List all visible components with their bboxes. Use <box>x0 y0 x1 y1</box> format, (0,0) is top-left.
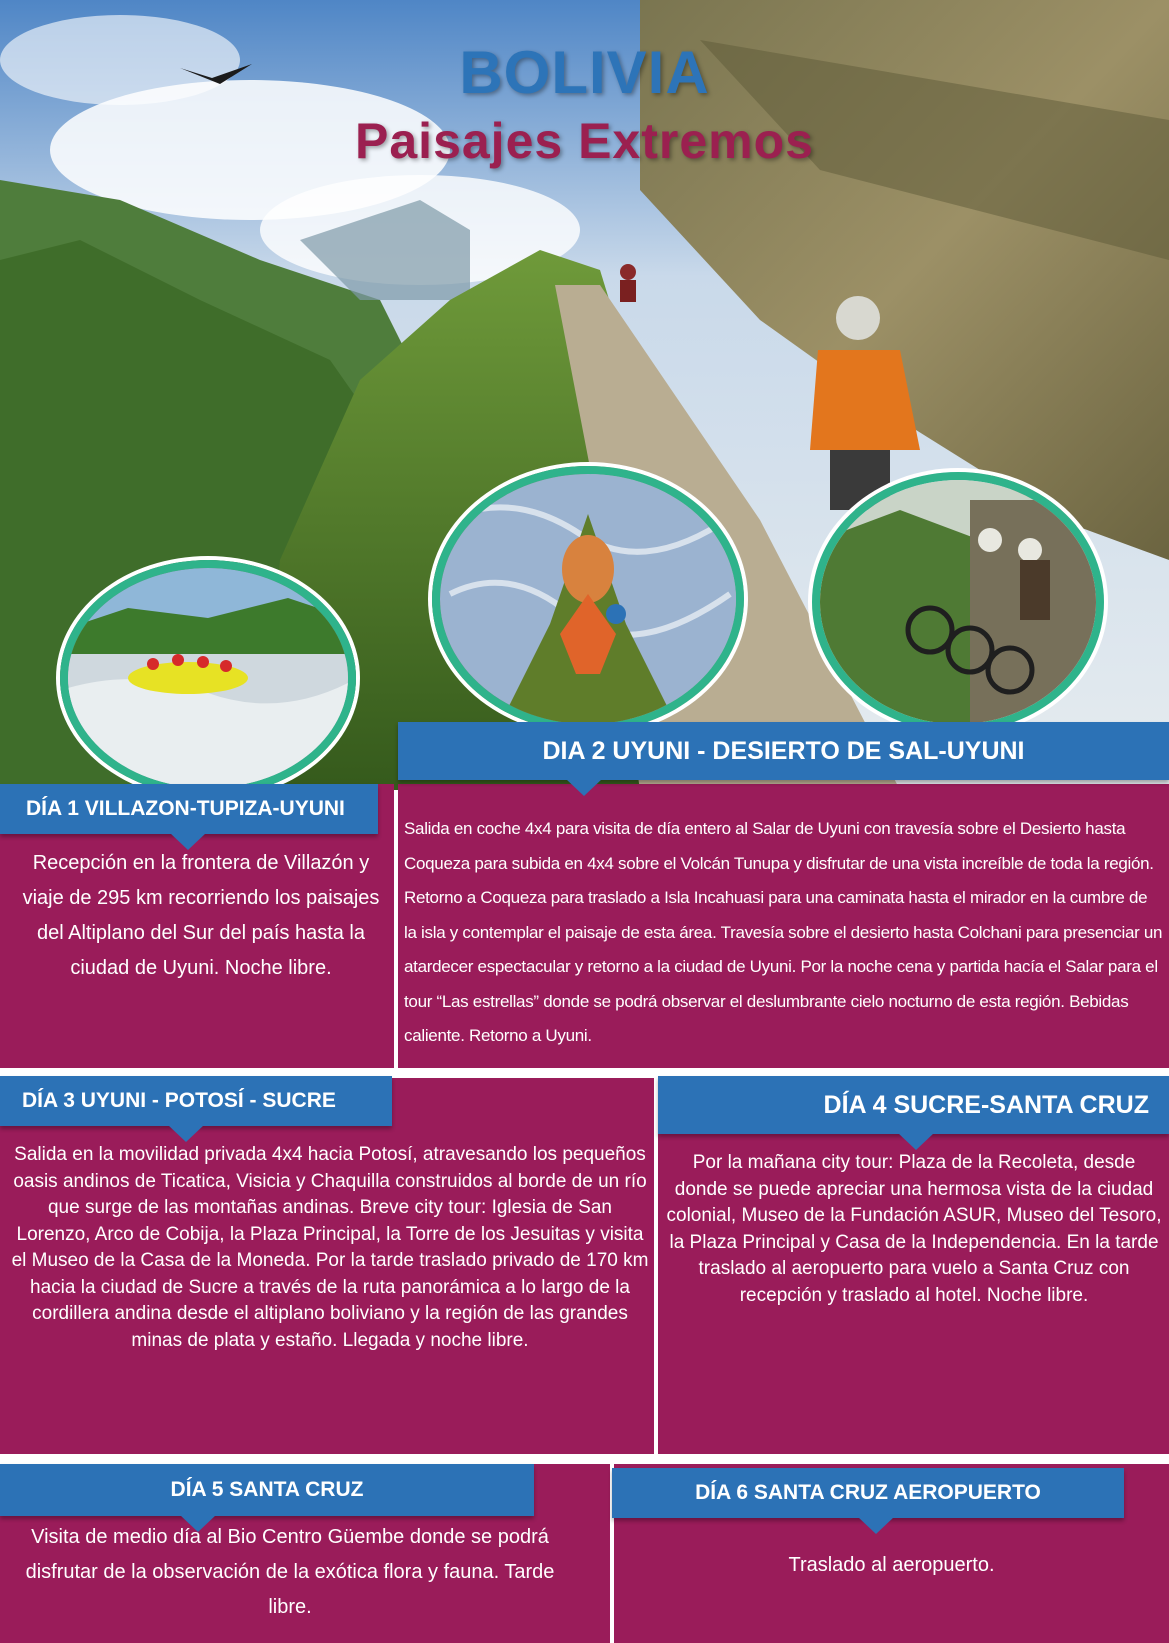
banner-pointer <box>566 779 602 796</box>
day-5-description: Visita de medio día al Bio Centro Güembe donde se podrá disfrutar de la observación de la exótica flora y fauna. Tarde libre. <box>25 1526 555 1618</box>
day-4-banner <box>658 1076 1169 1134</box>
day-6-description: Traslado al aeropuerto. <box>788 1554 995 1576</box>
day-1-title: DÍA 1 VILLAZON-TUPIZA-UYUNI <box>26 797 345 820</box>
day-4-title: DÍA 4 SUCRE-SANTA CRUZ <box>823 1090 1149 1119</box>
day-1-description: Recepción en la frontera de Villazón y viaje de 295 km recorriendo los paisajes del Altiplano del Sur del país hasta la ciudad de Uyuni. Noche libre. <box>22 852 380 979</box>
day-2-banner <box>398 722 1169 780</box>
day-3-description: Salida en la movilidad privada 4x4 hacia Potosí, atravesando los pequeños oasis andinos de Ticatica, Visicia y Chaquilla construidos al borde de un río que surge de las montañas andinas. Breve city tour: Iglesia de San Lorenzo, Arco de Cobija, la Plaza Principal, la Torre de los Jesuitas y visita el Museo de la Casa de la Moneda. Por la tarde traslado privado de 170 km hacia la ciudad de Sucre a través de la ruta panorámica a lo largo de la cordillera andina desde el altiplano boliviano y la región de las grandes minas de plata y estaño. Llegada y noche libre. <box>11 1144 649 1351</box>
page-title: BOLIVIA <box>459 39 710 106</box>
day-5-title: DÍA 5 SANTA CRUZ <box>170 1478 364 1501</box>
day-2-description: Salida en coche 4x4 para visita de día entero al Salar de Uyuni con travesía sobre el Desierto hasta Coqueza para subida en 4x4 sobre el Volcán Tunupa y disfrutar de una vista increíble de toda la región. Retorno a Coqueza para traslado a Isla Incahuasi para una caminata hasta el mirador en la cumbre de la isla y contemplar el paisaje de esta área. Travesía sobre el desierto hasta Colchani para presenciar un atardecer espectacular y retorno a la ciudad de Uyuni. Por la noche cena y partida hacía el Salar para el tour “Las estrellas” donde se podrá observar el deslumbrante cielo nocturno de esta región. Bebidas caliente. Retorno a Uyuni. <box>404 819 1163 1045</box>
day-3-banner <box>0 1076 392 1126</box>
banner-pointer <box>858 1517 894 1534</box>
page-subtitle: Paisajes Extremos <box>355 113 814 169</box>
rafting-photo-icon <box>60 560 356 796</box>
day-2-title: DIA 2 UYUNI - DESIERTO DE SAL-UYUNI <box>542 736 1025 765</box>
pachamama-painting-icon <box>432 466 744 732</box>
day-6-title: DÍA 6 SANTA CRUZ AEROPUERTO <box>695 1481 1041 1504</box>
day-6-banner <box>612 1468 1124 1518</box>
day-1-banner <box>0 784 378 834</box>
banner-pointer <box>168 1125 204 1142</box>
day-4-description: Por la mañana city tour: Plaza de la Recoleta, desde donde se puede apreciar una hermosa vista de la ciudad colonial, Museo de la Fundación ASUR, Museo del Tesoro, la Plaza Principal y Casa de la Independencia. En la tarde traslado al aeropuerto para vuelo a Santa Cruz con recepción y traslado al hotel. Noche libre. <box>666 1152 1162 1306</box>
cyclists-photo-icon <box>812 472 1104 732</box>
day-5-banner <box>0 1464 534 1516</box>
day-3-title: DÍA 3 UYUNI - POTOSÍ - SUCRE <box>22 1089 336 1112</box>
banner-pointer <box>898 1133 934 1150</box>
